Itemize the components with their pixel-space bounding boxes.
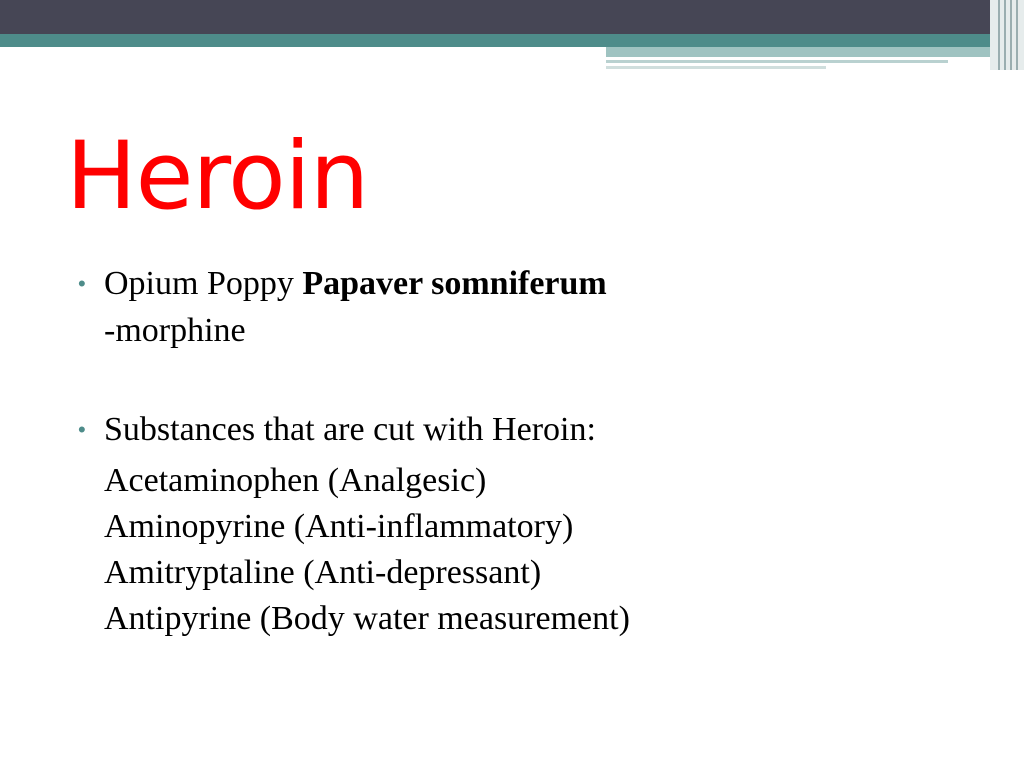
bullet-text: Opium Poppy [104,265,303,302]
header-vertical-line [998,0,1000,70]
bullet-icon: • [78,417,86,442]
header-vertical-line [1004,0,1006,70]
bullet-item [78,408,998,452]
bullet-subline: -morphine [104,312,246,349]
slide-body [78,262,998,642]
header-thin-line-short [606,66,826,69]
spacer [78,356,998,408]
header-corner-block [990,0,1024,70]
bullet-bold-text: Papaver somniferum [302,265,607,302]
bullet-item [78,262,998,306]
substance-item: Amitryptaline (Anti-depressant) [104,554,542,591]
substance-item: Antipyrine (Body water measurement) [104,600,630,637]
header-light-bar [606,47,1024,57]
substance-item: Acetaminophen (Analgesic) [104,462,487,499]
header-dark-bar [0,0,1024,34]
header-vertical-line [1016,0,1018,70]
header-thin-line [606,60,948,63]
slide-title: Heroin [66,122,369,231]
bullet-icon: • [78,271,86,296]
substance-item: Aminopyrine (Anti-inflammatory) [104,508,574,545]
bullet-text: Substances that are cut with Heroin: [104,411,596,448]
header-vertical-line [1010,0,1012,70]
header-teal-bar [0,34,1024,47]
